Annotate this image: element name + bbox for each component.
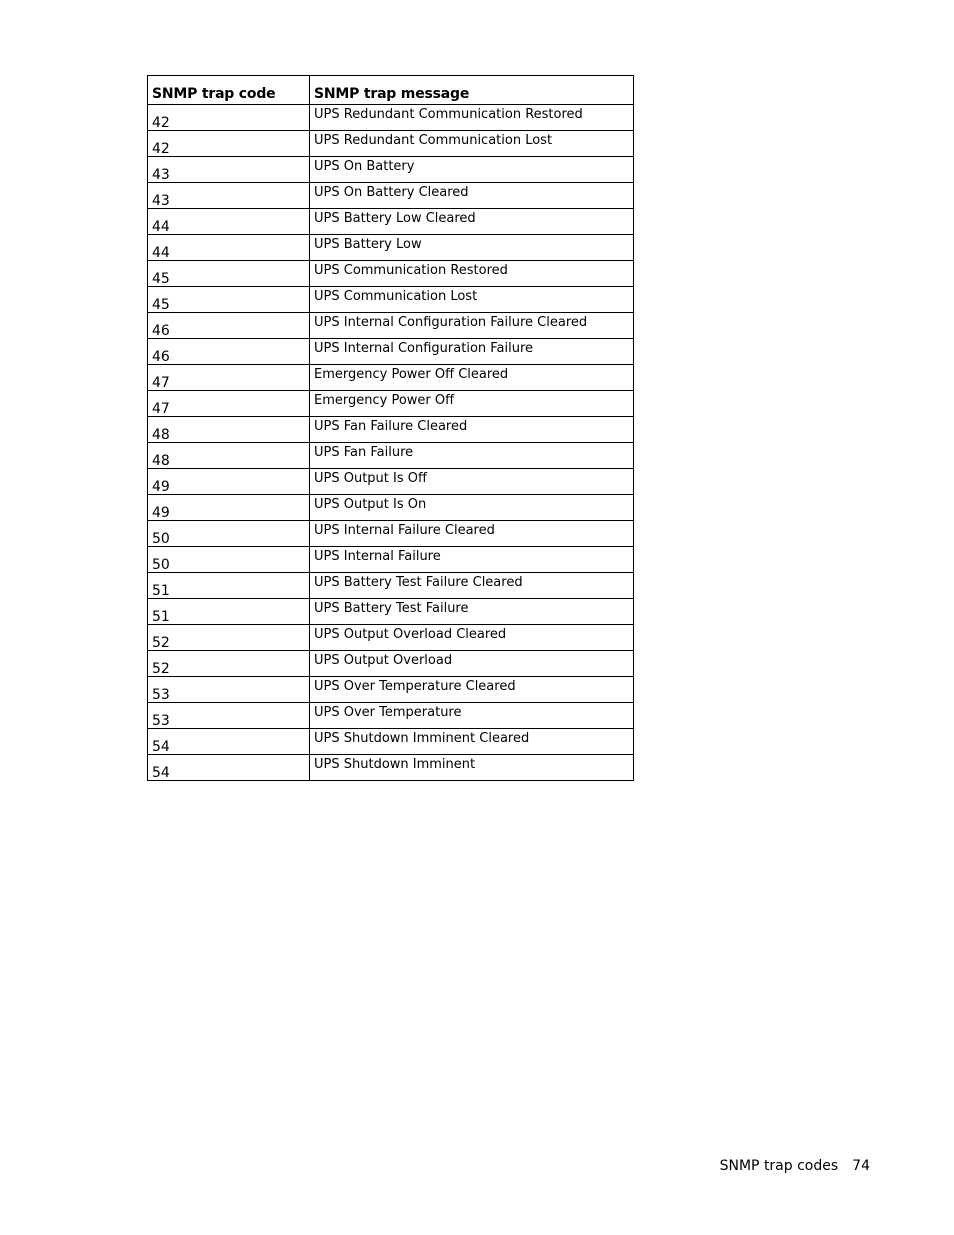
trap-message-cell: UPS Fan Failure xyxy=(310,443,634,469)
trap-code-cell: 49 xyxy=(148,469,310,495)
trap-message-cell: UPS Communication Lost xyxy=(310,287,634,313)
table-row xyxy=(148,703,634,729)
table-body xyxy=(148,105,634,781)
trap-message-cell: UPS Internal Configuration Failure xyxy=(310,339,634,365)
trap-code-cell: 51 xyxy=(148,573,310,599)
trap-code-cell: 52 xyxy=(148,625,310,651)
trap-code-cell: 54 xyxy=(148,755,310,781)
trap-message-cell: Emergency Power Off Cleared xyxy=(310,365,634,391)
trap-message-cell: UPS Output Overload Cleared xyxy=(310,625,634,651)
trap-code-cell: 48 xyxy=(148,417,310,443)
trap-code-cell: 49 xyxy=(148,495,310,521)
trap-code-cell: 48 xyxy=(148,443,310,469)
column-header-trap-message: SNMP trap message xyxy=(310,76,634,105)
table-row xyxy=(148,547,634,573)
trap-code-cell: 43 xyxy=(148,157,310,183)
table-row xyxy=(148,209,634,235)
trap-message-cell: UPS Internal Configuration Failure Cleared xyxy=(310,313,634,339)
table-row xyxy=(148,261,634,287)
trap-message-cell: UPS Over Temperature Cleared xyxy=(310,677,634,703)
table-row xyxy=(148,287,634,313)
table-row xyxy=(148,755,634,781)
table-header xyxy=(148,76,634,105)
table-row xyxy=(148,157,634,183)
table-row xyxy=(148,495,634,521)
trap-code-cell: 45 xyxy=(148,261,310,287)
trap-message-cell: UPS Internal Failure Cleared xyxy=(310,521,634,547)
page-number: 74 xyxy=(852,1158,870,1174)
table-row xyxy=(148,573,634,599)
table-row xyxy=(148,235,634,261)
trap-message-cell: UPS Redundant Communication Restored xyxy=(310,105,634,131)
table-row xyxy=(148,391,634,417)
table-row xyxy=(148,365,634,391)
trap-message-cell: UPS Output Overload xyxy=(310,651,634,677)
table-row xyxy=(148,183,634,209)
trap-code-cell: 53 xyxy=(148,703,310,729)
trap-message-cell: UPS Output Is On xyxy=(310,495,634,521)
trap-message-cell: UPS Internal Failure xyxy=(310,547,634,573)
trap-code-cell: 47 xyxy=(148,365,310,391)
trap-code-cell: 42 xyxy=(148,131,310,157)
trap-message-cell: UPS Redundant Communication Lost xyxy=(310,131,634,157)
trap-code-cell: 43 xyxy=(148,183,310,209)
table-row xyxy=(148,651,634,677)
trap-code-cell: 50 xyxy=(148,521,310,547)
table-row xyxy=(148,443,634,469)
trap-message-cell: UPS On Battery xyxy=(310,157,634,183)
page-footer xyxy=(720,1158,870,1174)
trap-code-cell: 53 xyxy=(148,677,310,703)
trap-code-cell: 46 xyxy=(148,339,310,365)
trap-message-cell: UPS Battery Test Failure xyxy=(310,599,634,625)
trap-message-cell: UPS Battery Low xyxy=(310,235,634,261)
table-row xyxy=(148,339,634,365)
trap-code-cell: 47 xyxy=(148,391,310,417)
trap-message-cell: UPS Shutdown Imminent Cleared xyxy=(310,729,634,755)
trap-message-cell: UPS Battery Test Failure Cleared xyxy=(310,573,634,599)
table-row xyxy=(148,131,634,157)
trap-code-cell: 50 xyxy=(148,547,310,573)
trap-message-cell: Emergency Power Off xyxy=(310,391,634,417)
trap-code-cell: 52 xyxy=(148,651,310,677)
table-row xyxy=(148,521,634,547)
table-row xyxy=(148,469,634,495)
table-row xyxy=(148,105,634,131)
trap-code-cell: 42 xyxy=(148,105,310,131)
footer-section-title: SNMP trap codes xyxy=(719,1158,839,1174)
trap-message-cell: UPS Over Temperature xyxy=(310,703,634,729)
column-header-trap-code: SNMP trap code xyxy=(148,76,310,105)
table-row xyxy=(148,313,634,339)
table-row xyxy=(148,729,634,755)
table-row xyxy=(148,625,634,651)
trap-message-cell: UPS Fan Failure Cleared xyxy=(310,417,634,443)
trap-code-cell: 44 xyxy=(148,209,310,235)
trap-code-cell: 45 xyxy=(148,287,310,313)
table-header-row xyxy=(148,76,634,105)
trap-message-cell: UPS Output Is Off xyxy=(310,469,634,495)
table-row xyxy=(148,677,634,703)
trap-message-cell: UPS Battery Low Cleared xyxy=(310,209,634,235)
trap-code-cell: 46 xyxy=(148,313,310,339)
trap-message-cell: UPS Communication Restored xyxy=(310,261,634,287)
snmp-trap-table xyxy=(147,75,634,781)
table-row xyxy=(148,417,634,443)
trap-code-cell: 51 xyxy=(148,599,310,625)
trap-code-cell: 44 xyxy=(148,235,310,261)
table-row xyxy=(148,599,634,625)
trap-message-cell: UPS On Battery Cleared xyxy=(310,183,634,209)
trap-message-cell: UPS Shutdown Imminent xyxy=(310,755,634,781)
trap-code-cell: 54 xyxy=(148,729,310,755)
